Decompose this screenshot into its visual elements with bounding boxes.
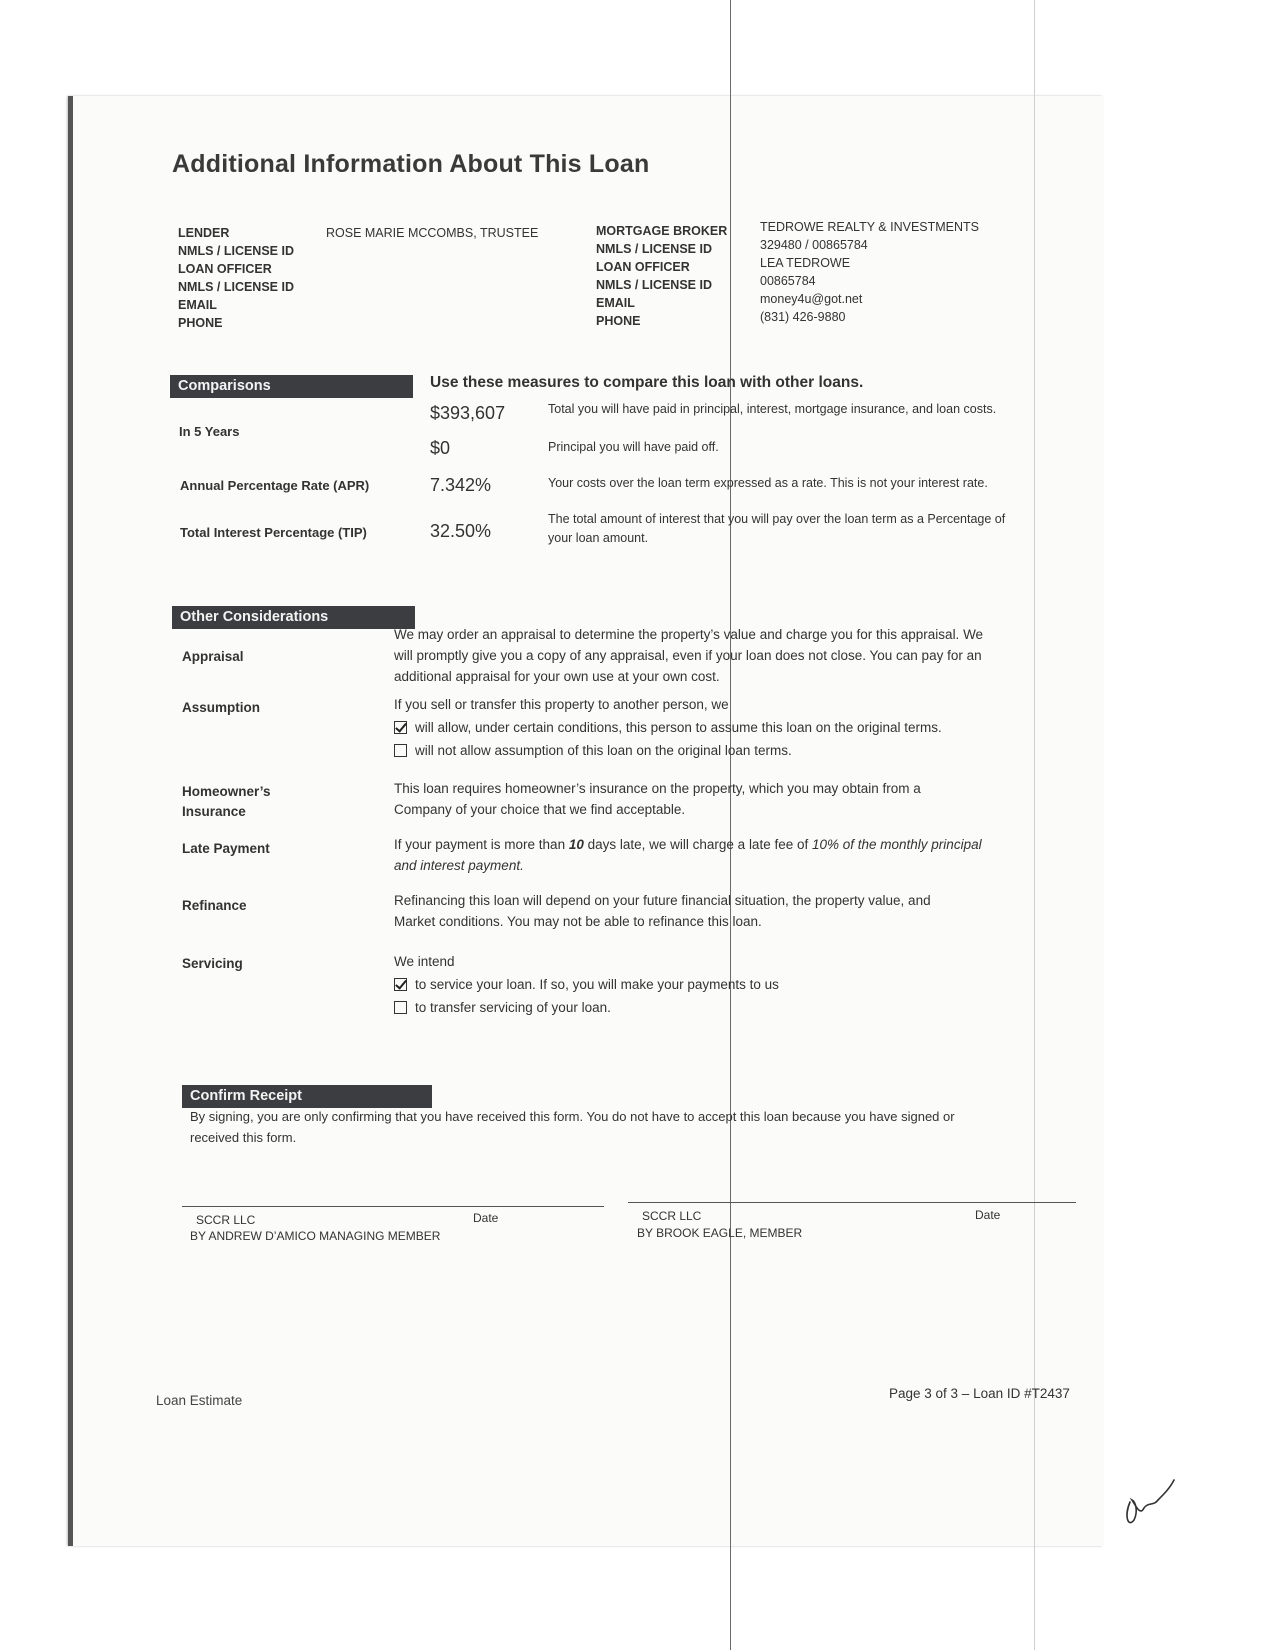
assumption-option-allow-label: will allow, under certain conditions, this person to assume this loan on the original terms. bbox=[415, 720, 942, 735]
broker-loan-officer: LEA TEDROWE bbox=[760, 256, 851, 270]
appraisal-line: will promptly give you a copy of any appraisal, even if your loan does not close. You can pay for an bbox=[394, 648, 982, 663]
confirm-line: By signing, you are only confirming that you have received this form. You do not have to accept this loan because you have signed or bbox=[190, 1109, 955, 1124]
signature-right-date-label: Date bbox=[975, 1208, 1001, 1222]
broker-phone: (831) 426-9880 bbox=[760, 310, 846, 324]
servicing-label: Servicing bbox=[182, 956, 243, 971]
scan-artifact-line bbox=[730, 0, 731, 1650]
signature-right-by: BY BROOK EAGLE, MEMBER bbox=[637, 1226, 803, 1240]
checkbox-unchecked-icon[interactable] bbox=[394, 744, 407, 757]
servicing-option-transfer-label: to transfer servicing of your loan. bbox=[415, 1000, 611, 1015]
appraisal-text bbox=[394, 624, 983, 687]
comparisons-intro: Use these measures to compare this loan with other loans. bbox=[430, 374, 864, 391]
homeowners-insurance-label bbox=[182, 782, 271, 822]
late-text-b: days late, we will charge a late fee of bbox=[583, 837, 812, 852]
assumption-text bbox=[394, 694, 942, 761]
footer-form-name: Loan Estimate bbox=[156, 1393, 243, 1408]
refinance-text bbox=[394, 890, 931, 932]
appraisal-line: additional appraisal for your own use at your own cost. bbox=[394, 669, 720, 684]
late-fee: 10% of the monthly principal bbox=[811, 837, 982, 852]
signature-left-date-label: Date bbox=[473, 1211, 499, 1225]
signature-line-left bbox=[182, 1206, 604, 1207]
broker-label: MORTGAGE BROKER bbox=[596, 224, 728, 238]
servicing-text bbox=[394, 951, 779, 1018]
late-text-a: If your payment is more than bbox=[394, 837, 569, 852]
handwritten-initials bbox=[1120, 1472, 1180, 1532]
broker-officer-nmls-label: NMLS / LICENSE ID bbox=[596, 278, 712, 292]
tip-desc-line: your loan amount. bbox=[548, 531, 649, 545]
other-considerations-heading: Other Considerations bbox=[172, 606, 415, 629]
homeowners-insurance-label-line: Homeowner’s bbox=[182, 784, 271, 799]
apr-value: 7.342% bbox=[430, 475, 492, 495]
confirm-receipt-text bbox=[190, 1106, 955, 1148]
tip-value: 32.50% bbox=[430, 521, 492, 541]
comparisons-heading: Comparisons bbox=[170, 375, 413, 398]
servicing-intro: We intend bbox=[394, 954, 455, 969]
lender-loan-officer-label: LOAN OFFICER bbox=[178, 262, 272, 276]
lender-label: LENDER bbox=[178, 226, 230, 240]
in5-principal-desc: Principal you will have paid off. bbox=[548, 440, 719, 454]
lender-officer-nmls-label: NMLS / LICENSE ID bbox=[178, 280, 294, 294]
appraisal-label: Appraisal bbox=[182, 649, 244, 664]
insurance-text bbox=[394, 778, 921, 820]
checkbox-checked-icon[interactable] bbox=[394, 978, 407, 991]
broker-email: money4u@got.net bbox=[760, 292, 863, 306]
servicing-option-service-label: to service your loan. If so, you will make your payments to us bbox=[415, 977, 779, 992]
appraisal-line: We may order an appraisal to determine the property’s value and charge you for this appraisal. We bbox=[394, 627, 984, 642]
confirm-line: received this form. bbox=[190, 1130, 297, 1145]
servicing-option-transfer bbox=[394, 997, 779, 1018]
homeowners-insurance-label-line: Insurance bbox=[182, 804, 246, 819]
broker-phone-label: PHONE bbox=[596, 314, 641, 328]
lender-email-label: EMAIL bbox=[178, 298, 217, 312]
broker-loan-officer-label: LOAN OFFICER bbox=[596, 260, 690, 274]
broker-values bbox=[760, 218, 979, 326]
checkbox-checked-icon[interactable] bbox=[394, 721, 407, 734]
apr-label: Annual Percentage Rate (APR) bbox=[180, 478, 370, 493]
assumption-label: Assumption bbox=[182, 700, 261, 715]
footer-page-number: Page 3 of 3 – Loan ID #T2437 bbox=[889, 1386, 1070, 1401]
confirm-receipt-heading: Confirm Receipt bbox=[182, 1085, 432, 1108]
broker-email-label: EMAIL bbox=[596, 296, 635, 310]
lender-labels bbox=[178, 224, 294, 332]
in5-principal-value: $0 bbox=[430, 438, 451, 458]
refinance-line: Market conditions. You may not be able to refinance this loan. bbox=[394, 914, 762, 929]
tip-desc-line: The total amount of interest that you will pay over the loan term as a Percentage of bbox=[548, 512, 1006, 526]
signature-right-name: SCCR LLC bbox=[642, 1209, 702, 1223]
insurance-line: This loan requires homeowner’s insurance on the property, which you may obtain from a bbox=[394, 781, 921, 796]
assumption-option-not-allow bbox=[394, 740, 942, 761]
page-title: Additional Information About This Loan bbox=[172, 150, 650, 178]
broker-nmls: 329480 / 00865784 bbox=[760, 238, 868, 252]
apr-desc: Your costs over the loan term expressed as a rate. This is not your interest rate. bbox=[548, 476, 988, 490]
broker-nmls-label: NMLS / LICENSE ID bbox=[596, 242, 712, 256]
lender-nmls-label: NMLS / LICENSE ID bbox=[178, 244, 294, 258]
tip-desc bbox=[548, 510, 1005, 548]
broker-labels bbox=[596, 222, 727, 330]
servicing-option-service bbox=[394, 974, 779, 995]
late-fee-2: and interest payment. bbox=[394, 858, 524, 873]
signature-left-name: SCCR LLC bbox=[196, 1213, 256, 1227]
late-payment-line bbox=[394, 855, 982, 876]
broker-name: TEDROWE REALTY & INVESTMENTS bbox=[760, 220, 980, 234]
in5-total-desc: Total you will have paid in principal, interest, mortgage insurance, and loan costs. bbox=[548, 402, 997, 416]
in5-years-label: In 5 Years bbox=[179, 424, 240, 439]
assumption-option-not-allow-label: will not allow assumption of this loan on the original loan terms. bbox=[415, 743, 792, 758]
late-days: 10 bbox=[568, 837, 584, 852]
tip-label: Total Interest Percentage (TIP) bbox=[180, 525, 367, 540]
in5-total-value: $393,607 bbox=[430, 403, 506, 423]
insurance-line: Company of your choice that we find acceptable. bbox=[394, 802, 686, 817]
checkbox-unchecked-icon[interactable] bbox=[394, 1001, 407, 1014]
scan-artifact-line bbox=[1034, 0, 1035, 1650]
assumption-intro: If you sell or transfer this property to another person, we bbox=[394, 697, 729, 712]
signature-left-by: BY ANDREW D’AMICO MANAGING MEMBER bbox=[190, 1229, 441, 1243]
lender-name: ROSE MARIE MCCOMBS, TRUSTEE bbox=[326, 226, 539, 240]
refinance-label: Refinance bbox=[182, 898, 247, 913]
lender-values bbox=[326, 224, 538, 242]
late-payment-line bbox=[394, 834, 982, 855]
assumption-option-allow bbox=[394, 717, 942, 738]
broker-officer-nmls: 00865784 bbox=[760, 274, 816, 288]
late-payment-text bbox=[394, 834, 982, 876]
refinance-line: Refinancing this loan will depend on your future financial situation, the property value, and bbox=[394, 893, 931, 908]
lender-phone-label: PHONE bbox=[178, 316, 223, 330]
late-payment-label: Late Payment bbox=[182, 841, 270, 856]
signature-line-right bbox=[628, 1202, 1076, 1203]
